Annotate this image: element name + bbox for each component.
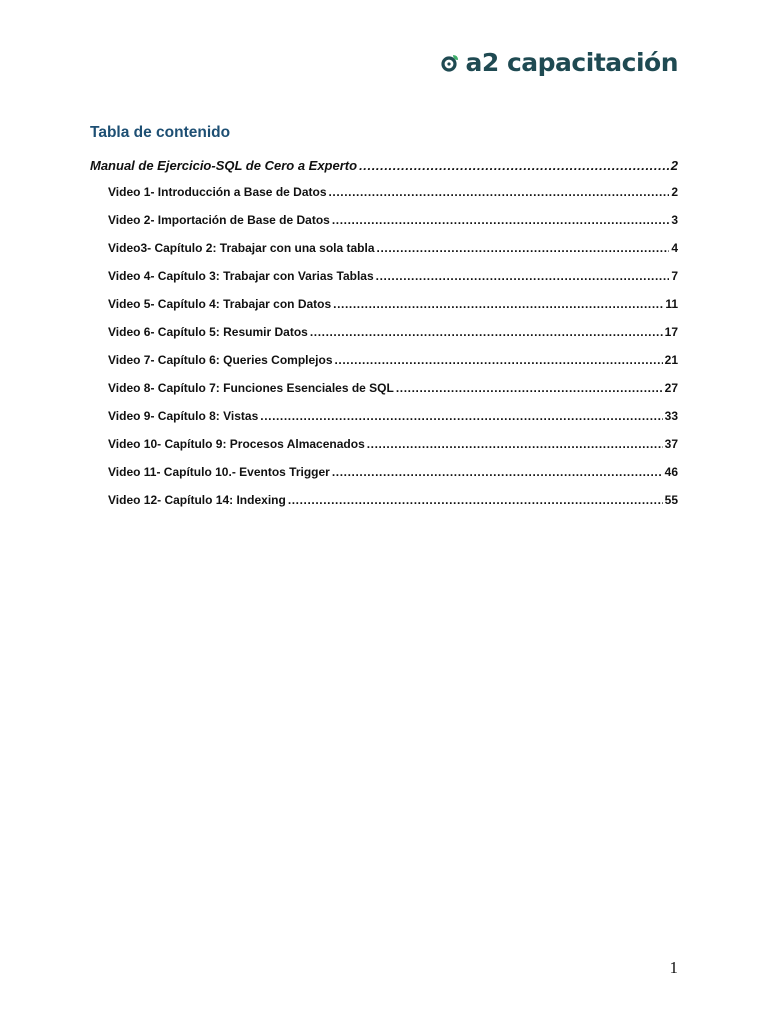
brand-logo [440,50,679,75]
toc-dot-leader [333,297,663,311]
toc-page-number: 4 [671,241,678,255]
toc-page-number: 17 [664,325,678,339]
toc-title: Tabla de contenido [90,124,231,141]
toc-entry-text: Video 7- Capítulo 6: Queries Complejos [108,353,333,367]
toc-page-number: 37 [664,437,678,451]
toc-page-number: 7 [671,269,678,283]
toc-page-number: 2 [671,185,678,199]
toc-dot-leader [376,269,670,283]
toc-entry-text: Video 10- Capítulo 9: Procesos Almacenados [108,437,365,451]
toc-dot-leader [335,353,663,367]
toc-dot-leader [396,381,663,395]
toc-entry-text: Video 2- Importación de Base de Datos [108,213,330,227]
toc-entry-text: Manual de Ejercicio-SQL de Cero a Experto [90,158,358,173]
toc-page-number: 46 [664,465,678,479]
toc-entry[interactable] [90,349,678,377]
toc-dot-leader [332,465,663,479]
toc-entry-text: Video 1- Introducción a Base de Datos [108,185,327,199]
toc-dot-leader [359,158,669,173]
toc-entry-text: Video 11- Capítulo 10.- Eventos Trigger [108,465,330,479]
toc-entry[interactable] [90,181,678,209]
toc-entry[interactable] [90,209,678,237]
toc-entry[interactable] [90,237,678,265]
toc-entry-text: Video 12- Capítulo 14: Indexing [108,493,286,507]
toc-entry[interactable] [90,377,678,405]
toc-entry[interactable] [90,265,678,293]
table-of-contents [90,156,678,517]
toc-dot-leader [367,437,663,451]
toc-entry-text: Video 8- Capítulo 7: Funciones Esenciales de SQL [108,381,394,395]
toc-page-number: 27 [664,381,678,395]
toc-entry-text: Video 5- Capítulo 4: Trabajar con Datos [108,297,332,311]
toc-page-number: 3 [671,213,678,227]
logo-text: a2 capacitación [465,48,678,77]
toc-entry[interactable] [90,321,678,349]
a2-logo-mark-icon [440,53,460,73]
toc-page-number: 11 [665,297,678,311]
toc-dot-leader [310,325,663,339]
toc-dot-leader [377,241,670,255]
toc-dot-leader [288,493,663,507]
toc-main-entry[interactable] [90,156,678,181]
toc-entry[interactable] [90,489,678,517]
page-number: 1 [669,958,678,977]
toc-dot-leader [329,185,670,199]
toc-entry[interactable] [90,433,678,461]
toc-dot-leader [260,409,662,423]
toc-entry[interactable] [90,405,678,433]
toc-entry[interactable] [90,293,678,321]
toc-page-number: 2 [670,158,678,173]
toc-entry-text: Video 6- Capítulo 5: Resumir Datos [108,325,308,339]
toc-entry[interactable] [90,461,678,489]
toc-page-number: 55 [664,493,678,507]
toc-dot-leader [332,213,669,227]
toc-page-number: 33 [664,409,678,423]
toc-page-number: 21 [664,353,678,367]
toc-entry-text: Video 9- Capítulo 8: Vistas [108,409,259,423]
toc-entry-text: Video 4- Capítulo 3: Trabajar con Varias Tablas [108,269,374,283]
toc-entry-text: Video3- Capítulo 2: Trabajar con una sola tabla [108,241,375,255]
